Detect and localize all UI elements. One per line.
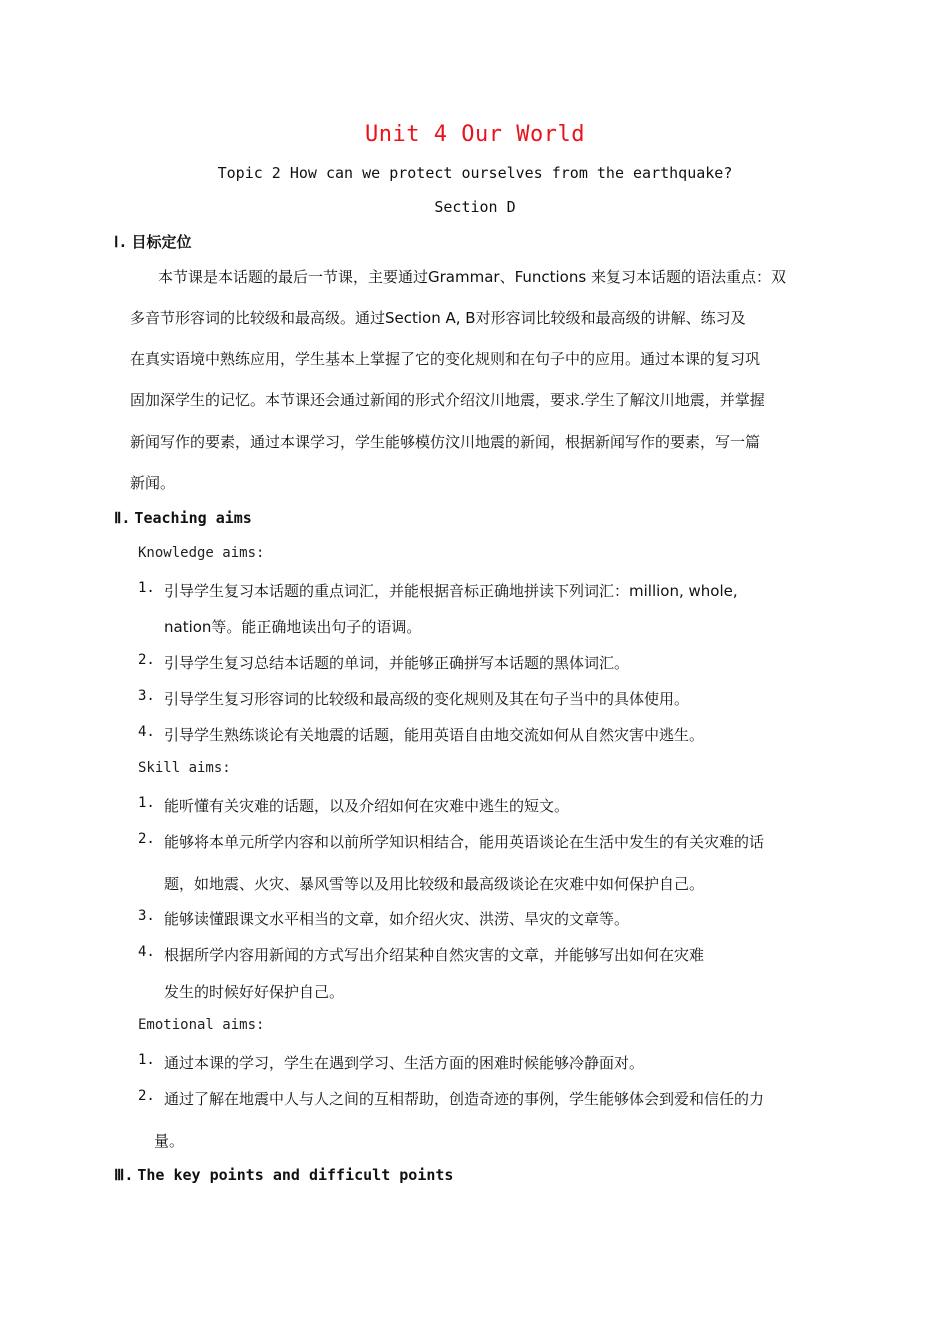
section2-heading xyxy=(114,509,252,527)
item-text: 引导学生复习形容词的比较级和最高级的变化规则及其在句子当中的具体使用。 xyxy=(164,690,690,708)
item-text: 引导学生复习本话题的重点词汇，并能根据音标正确地拼读下列词汇：million, whole, xyxy=(164,582,738,600)
section2-numeral: Ⅱ. xyxy=(114,509,131,527)
section1-line: 固加深学生的记忆。本节课还会通过新闻的形式介绍汶川地震，要求.学生了解汶川地震，并掌握 xyxy=(130,391,765,409)
item-text: 能够读懂跟课文水平相当的文章，如介绍火灾、洪涝、旱灾的文章等。 xyxy=(164,910,630,928)
section3-heading xyxy=(114,1166,453,1184)
item-number: 2. xyxy=(138,831,155,847)
item-number: 2. xyxy=(138,1088,155,1104)
knowledge-aims-label: Knowledge aims: xyxy=(138,545,265,561)
item-text: 能够将本单元所学内容和以前所学知识相结合，能用英语谈论在生活中发生的有关灾难的话 xyxy=(164,833,765,851)
item-continuation: 题，如地震、火灾、暴风雪等以及用比较级和最高级谈论在灾难中如何保护自己。 xyxy=(164,875,705,893)
item-number: 4. xyxy=(138,724,155,740)
document-title: Unit 4 Our World xyxy=(365,122,585,147)
item-continuation: 量。 xyxy=(154,1132,185,1150)
item-text: 引导学生熟练谈论有关地震的话题，能用英语自由地交流如何从自然灾害中逃生。 xyxy=(164,726,705,744)
item-number: 1. xyxy=(138,795,155,811)
item-number: 1. xyxy=(138,1052,155,1068)
section1-line: 本节课是本话题的最后一节课，主要通过Grammar、Functions 来复习本话题的语法重点：双 xyxy=(158,268,786,286)
item-number: 3. xyxy=(138,908,155,924)
item-number: 1. xyxy=(138,580,155,596)
topic-subtitle: Topic 2 How can we protect ourselves from the earthquake? xyxy=(217,164,733,182)
section1-heading-text: 目标定位 xyxy=(131,233,192,251)
section1-heading xyxy=(114,231,191,252)
item-number: 2. xyxy=(138,652,155,668)
section1-line: 在真实语境中熟练应用，学生基本上掌握了它的变化规则和在句子中的应用。通过本课的复习巩 xyxy=(130,350,761,368)
item-text: 通过了解在地震中人与人之间的互相帮助，创造奇迹的事例，学生能够体会到爱和信任的力 xyxy=(164,1090,765,1108)
section3-heading-text: The key points and difficult points xyxy=(137,1166,454,1184)
section3-numeral: Ⅲ. xyxy=(114,1166,134,1184)
item-continuation: nation等。能正确地读出句子的语调。 xyxy=(164,618,422,636)
item-number: 3. xyxy=(138,688,155,704)
section1-numeral: Ⅰ. xyxy=(114,233,128,251)
item-text: 能听懂有关灾难的话题，以及介绍如何在灾难中逃生的短文。 xyxy=(164,797,570,815)
section1-line: 多音节形容词的比较级和最高级。通过Section A, B对形容词比较级和最高级的讲解、练习及 xyxy=(130,309,746,327)
item-text: 引导学生复习总结本话题的单词，并能够正确拼写本话题的黑体词汇。 xyxy=(164,654,630,672)
section2-heading-text: Teaching aims xyxy=(134,509,252,527)
item-number: 4. xyxy=(138,944,155,960)
section1-line: 新闻写作的要素，通过本课学习，学生能够模仿汶川地震的新闻，根据新闻写作的要素，写一篇 xyxy=(130,433,761,451)
emotional-aims-label: Emotional aims: xyxy=(138,1017,265,1033)
section1-line: 新闻。 xyxy=(130,474,176,492)
item-text: 通过本课的学习，学生在遇到学习、生活方面的困难时候能够冷静面对。 xyxy=(164,1054,645,1072)
skill-aims-label: Skill aims: xyxy=(138,760,231,776)
item-continuation: 发生的时候好好保护自己。 xyxy=(164,983,345,1001)
section-subtitle: Section D xyxy=(434,198,516,216)
item-text: 根据所学内容用新闻的方式写出介绍某种自然灾害的文章，并能够写出如何在灾难 xyxy=(164,946,705,964)
